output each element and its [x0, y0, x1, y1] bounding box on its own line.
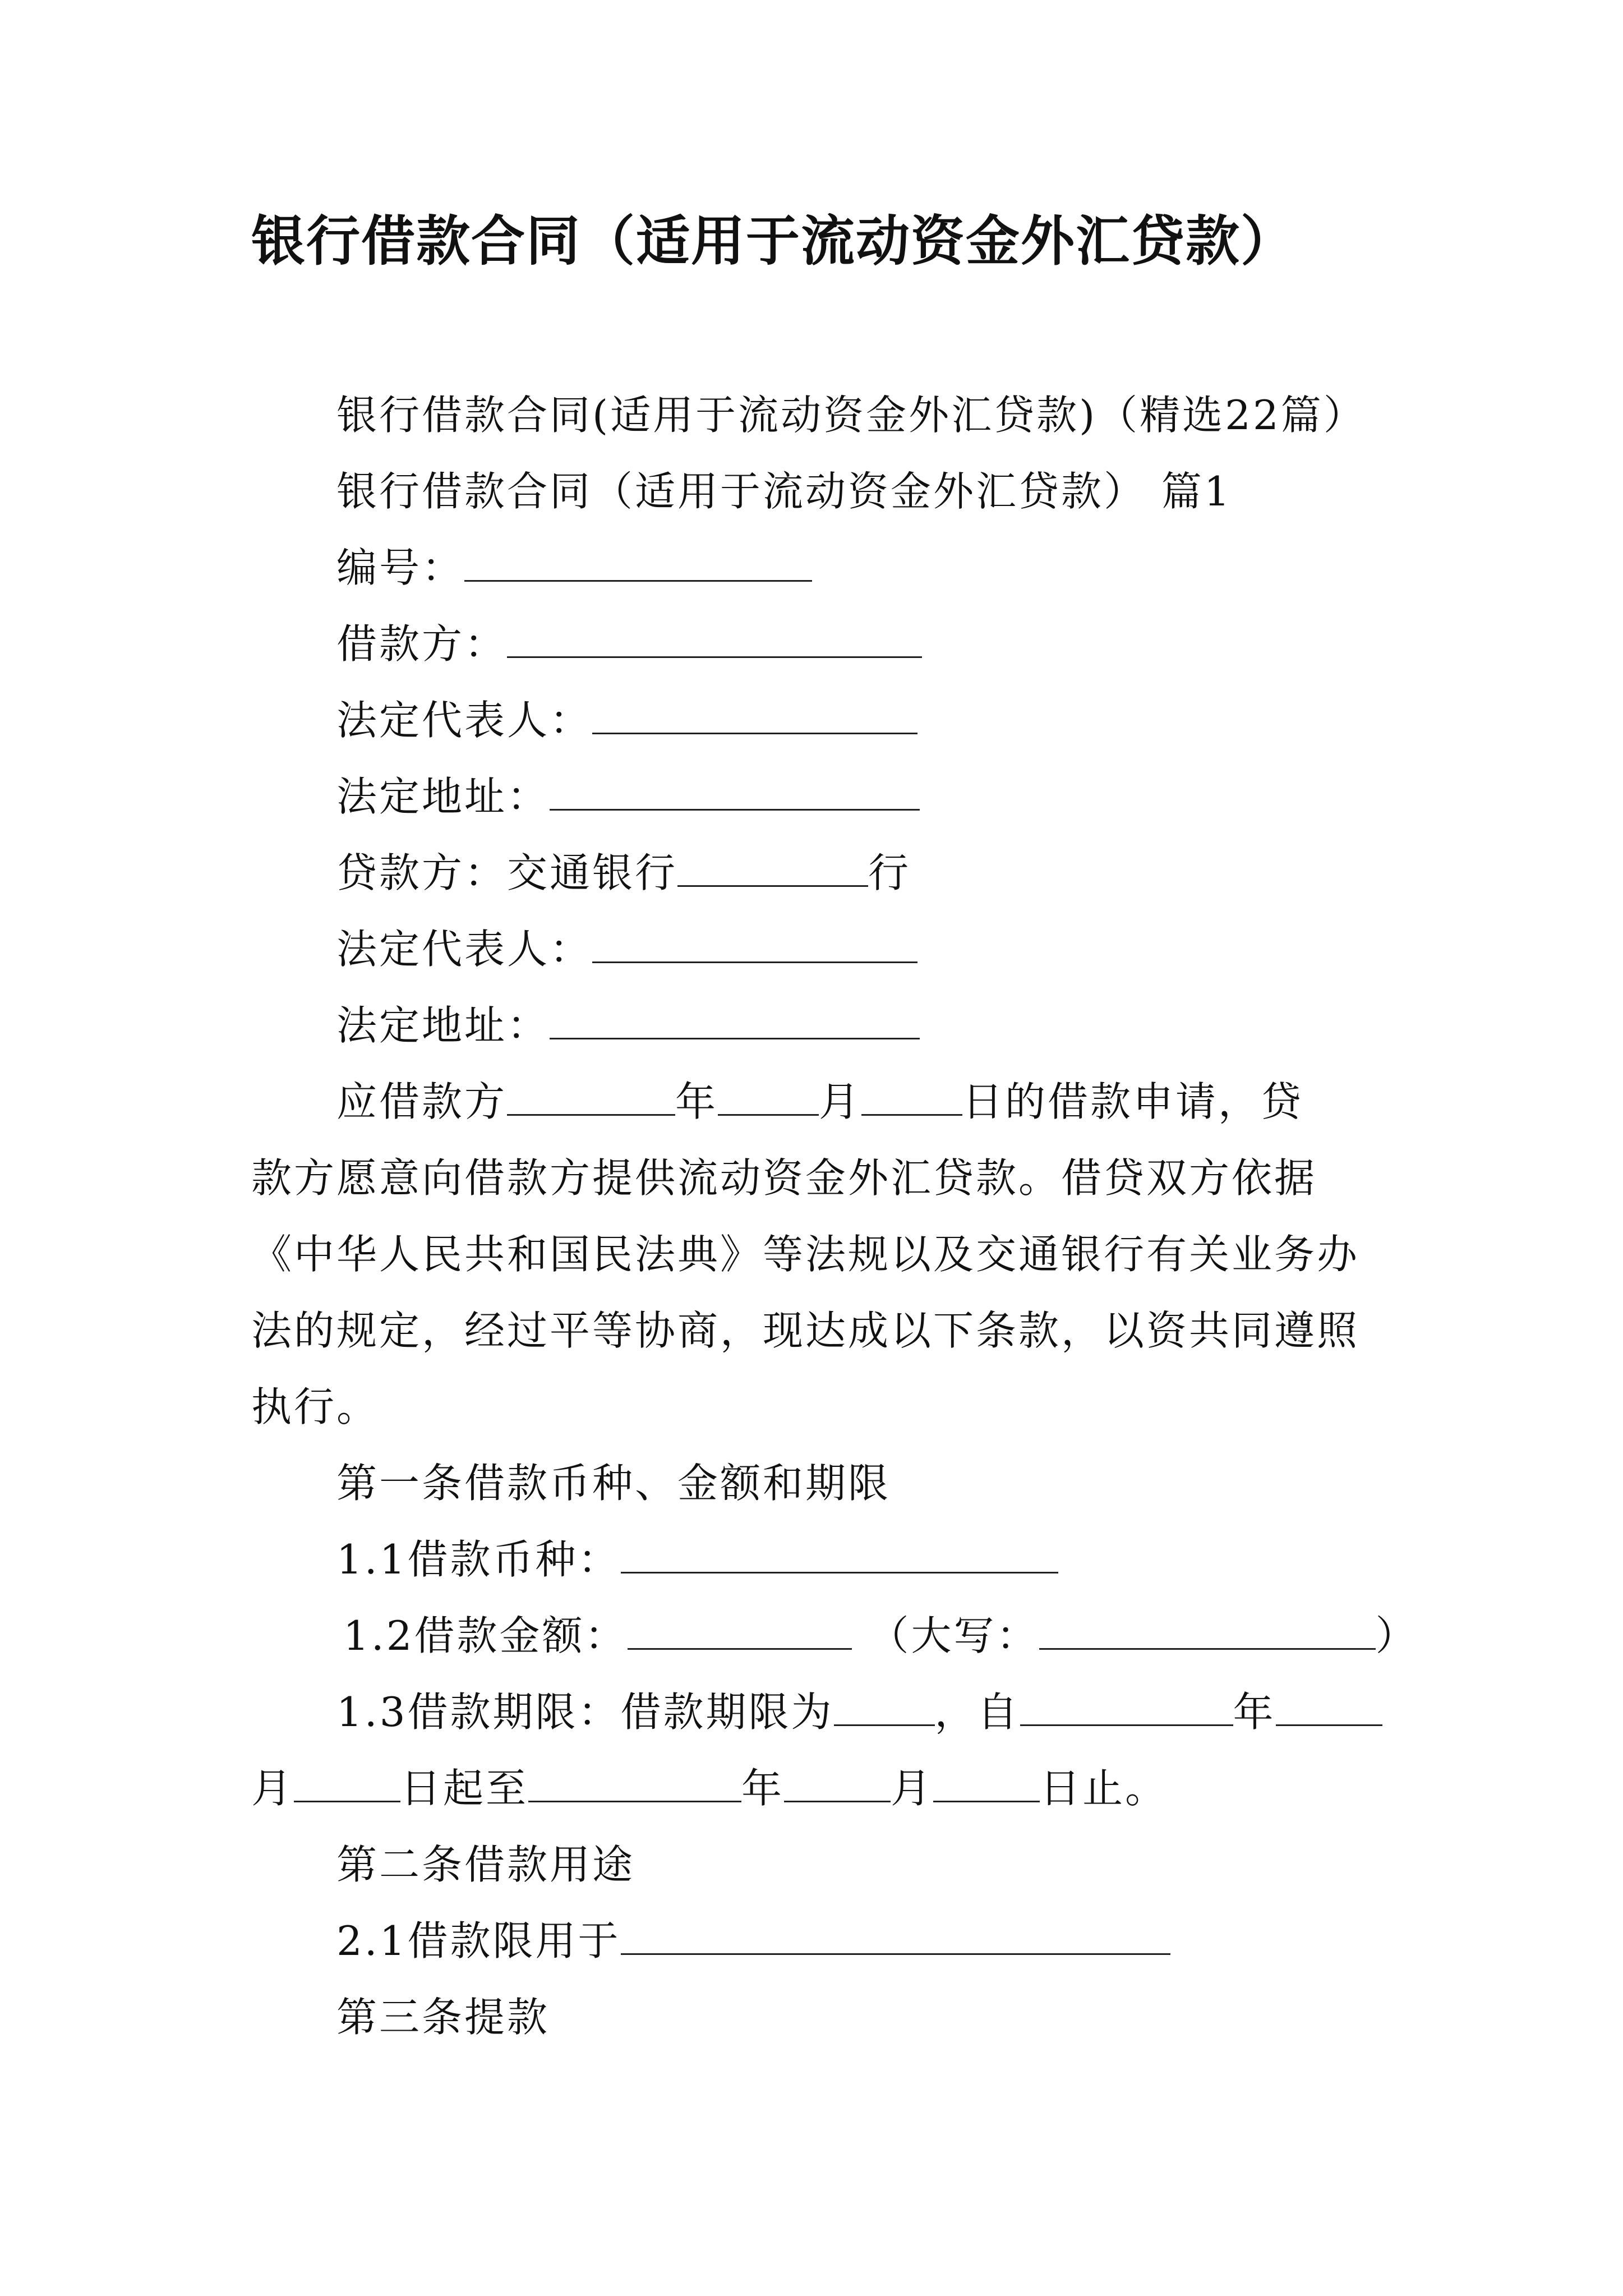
blank-end-day[interactable]	[933, 1765, 1040, 1802]
clause-label: 1.2借款金额：	[343, 1612, 628, 1659]
blank-start-month[interactable]	[1276, 1688, 1382, 1726]
intro-text: 年	[675, 1078, 718, 1125]
field-borrower-representative	[336, 692, 917, 748]
field-label: 法定地址：	[336, 1002, 550, 1049]
blank-start-year[interactable]	[1020, 1688, 1233, 1726]
field-label: 借款方：	[336, 620, 508, 668]
intro-line-5: 执行。	[251, 1383, 380, 1430]
blank-application-month[interactable]	[718, 1078, 819, 1116]
field-label: 贷款方：交通银行	[336, 849, 678, 896]
intro-line-3: 《中华人民共和国民法典》等法规以及交通银行有关业务办	[251, 1231, 1360, 1278]
blank-number[interactable]	[464, 544, 812, 582]
intro-text: 月	[819, 1078, 862, 1125]
blank-end-year[interactable]	[528, 1765, 741, 1802]
field-label: 编号：	[336, 544, 465, 591]
blank-term[interactable]	[834, 1688, 935, 1726]
field-label: 法定地址：	[336, 773, 550, 820]
blank-start-day[interactable]	[294, 1765, 400, 1802]
clause-label: 年	[741, 1765, 785, 1812]
blank-borrower-address[interactable]	[550, 773, 920, 811]
article-2-heading: 第二条借款用途	[336, 1841, 635, 1888]
clause-label: 1.3借款期限：借款期限为	[336, 1688, 834, 1736]
intro-line-1	[336, 1074, 1303, 1130]
clause-1-3-line-1	[336, 1684, 1382, 1740]
clause-label: 日起至	[400, 1765, 529, 1812]
clause-1-3-line-2	[251, 1760, 1168, 1816]
intro-text: 应借款方	[336, 1078, 508, 1125]
clause-label: 日止。	[1040, 1765, 1168, 1812]
blank-amount-in-words[interactable]	[1039, 1612, 1376, 1650]
article-1-heading: 第一条借款币种、金额和期限	[336, 1460, 891, 1507]
field-label: 法定代表人：	[336, 697, 593, 744]
field-label: 法定代表人：	[336, 926, 593, 973]
field-lender-representative	[336, 921, 917, 977]
clause-label: 月	[891, 1765, 934, 1812]
blank-lender-branch[interactable]	[677, 849, 868, 887]
blank-application-day[interactable]	[861, 1078, 962, 1116]
intro-line-4: 法的规定，经过平等协商，现达成以下条款，以资共同遵照	[251, 1307, 1360, 1354]
intro-text: 日的借款申请，贷	[962, 1078, 1304, 1125]
field-suffix: 行	[868, 849, 911, 896]
article-3-heading: 第三条提款	[336, 1994, 550, 2041]
clause-1-1	[336, 1531, 1058, 1588]
blank-borrower[interactable]	[507, 620, 922, 658]
clause-label: 2.1借款限用于	[336, 1917, 621, 1964]
field-lender-address	[336, 997, 920, 1053]
blank-amount[interactable]	[628, 1612, 852, 1650]
blank-purpose[interactable]	[621, 1917, 1170, 1955]
blank-lender-address[interactable]	[550, 1002, 920, 1039]
subtitle: 银行借款合同(适用于流动资金外汇贷款)（精选22篇）	[336, 392, 1366, 439]
blank-lender-representative[interactable]	[592, 926, 917, 963]
blank-end-month[interactable]	[784, 1765, 891, 1802]
field-lender	[336, 845, 911, 901]
field-borrower-address	[336, 769, 920, 825]
clause-label: 月	[251, 1765, 294, 1812]
clause-1-2	[343, 1608, 1418, 1664]
blank-application-year[interactable]	[507, 1078, 675, 1116]
clause-2-1	[336, 1913, 1170, 1969]
clause-label: 年	[1233, 1688, 1276, 1736]
blank-currency[interactable]	[621, 1536, 1058, 1573]
field-borrower	[336, 616, 922, 672]
clause-label: （大写：	[868, 1612, 1039, 1659]
blank-borrower-representative[interactable]	[592, 697, 917, 734]
field-number	[336, 540, 812, 596]
section-heading: 银行借款合同（适用于流动资金外汇贷款） 篇1	[336, 468, 1232, 515]
clause-label: ）	[1375, 1612, 1418, 1659]
clause-label: ，自	[934, 1688, 1020, 1736]
intro-line-2: 款方愿意向借款方提供流动资金外汇贷款。借贷双方依据	[251, 1154, 1317, 1202]
document-title: 银行借款合同（适用于流动资金外汇贷款）	[251, 209, 1295, 273]
clause-label: 1.1借款币种：	[336, 1536, 621, 1583]
